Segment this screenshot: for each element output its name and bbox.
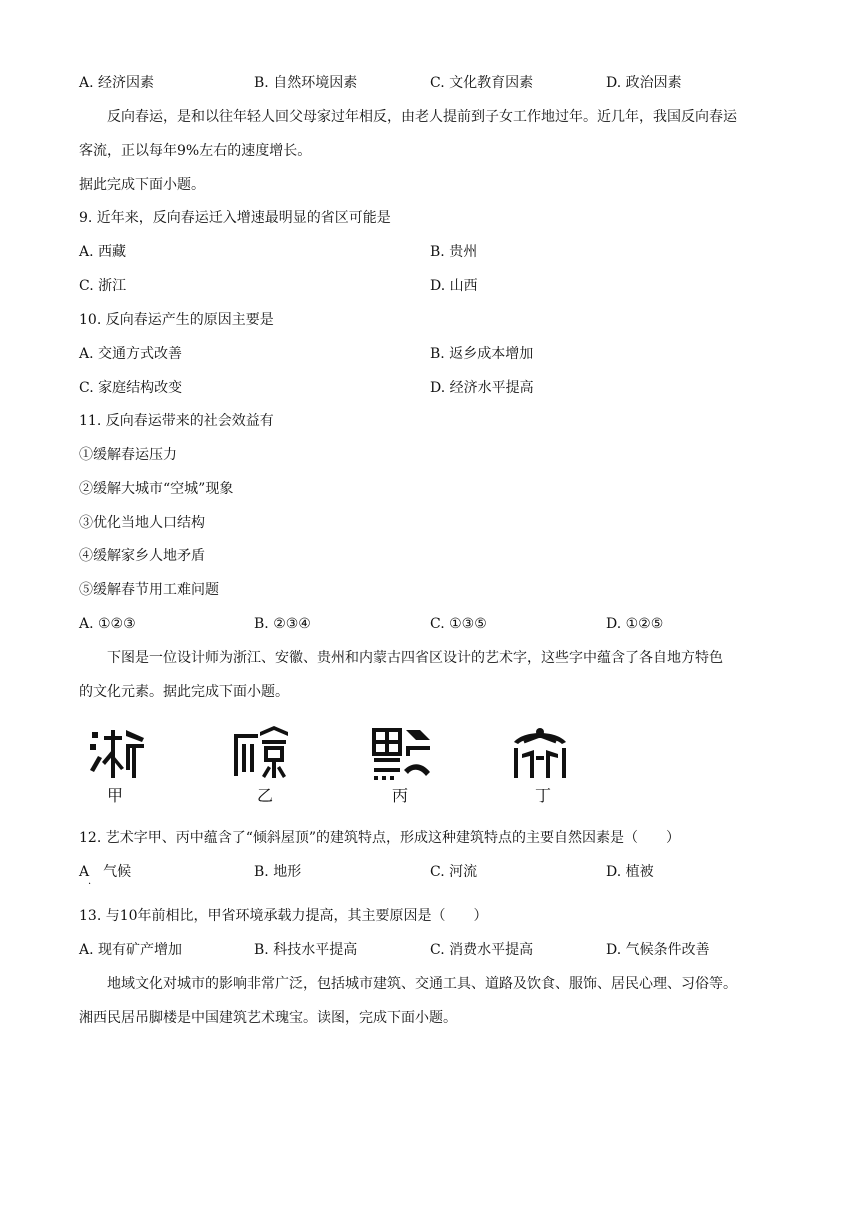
q9-option-b: B. 贵州 [430, 244, 478, 260]
q8-option-d: D. 政治因素 [606, 75, 682, 91]
q10-option-a: A. 交通方式改善 [79, 346, 183, 362]
q11-option-d: D. ①②⑤ [606, 616, 664, 632]
figure-label-yi: 乙 [257, 786, 274, 805]
q13-option-d: D. 气候条件改善 [606, 942, 710, 958]
q12-option-b: B. 地形 [254, 864, 302, 880]
q13-stem: 13. 与10年前相比，甲省环境承载力提高，其主要原因是（ ） [79, 908, 488, 924]
q11-item-4: ④缓解家乡人地矛盾 [79, 548, 205, 564]
q12-option-a: A 气候 [79, 864, 132, 880]
q11-item-5: ⑤缓解春节用工难问题 [79, 582, 219, 598]
passage1-line2: 客流，正以每年9%左右的速度增长。 [79, 143, 312, 159]
q9-option-a: A. 西藏 [79, 244, 127, 260]
passage3-line1: 地域文化对城市的影响非常广泛，包括城市建筑、交通工具、道路及饮食、服饰、居民心理、习俗等。 [107, 976, 737, 992]
q11-item-3: ③优化当地人口结构 [79, 515, 205, 531]
passage1-line1: 反向春运，是和以往年轻人回父母家过年相反，由老人提前到子女工作地过年。近几年，我国反向春运 [107, 109, 737, 125]
q10-option-c: C. 家庭结构改变 [79, 380, 183, 396]
q12-option-c: C. 河流 [430, 864, 478, 880]
dot-mark-icon: · [88, 879, 92, 890]
q9-option-d: D. 山西 [430, 278, 478, 294]
figure-label-jia: 甲 [107, 786, 124, 805]
art-glyph-jia-icon [88, 726, 148, 782]
passage2-line1: 下图是一位设计师为浙江、安徽、贵州和内蒙古四省区设计的艺术字，这些字中蕴含了各自地方特色 [107, 650, 723, 666]
q11-stem: 11. 反向春运带来的社会效益有 [79, 413, 274, 429]
art-glyph-bing-icon [372, 726, 432, 782]
q8-option-c: C. 文化教育因素 [430, 75, 534, 91]
q8-option-b: B. 自然环境因素 [254, 75, 358, 91]
q9-option-c: C. 浙江 [79, 278, 127, 294]
art-glyph-ding-icon [510, 726, 570, 782]
figure-label-ding: 丁 [535, 786, 552, 805]
q8-option-a: A. 经济因素 [79, 75, 155, 91]
q12-stem: 12. 艺术字甲、丙中蕴含了“倾斜屋顶”的建筑特点，形成这种建筑特点的主要自然因素是（ ） [79, 830, 681, 846]
q11-option-c: C. ①③⑤ [430, 616, 487, 632]
q10-option-d: D. 经济水平提高 [430, 380, 534, 396]
passage2-line2: 的文化元素。据此完成下面小题。 [79, 684, 289, 700]
q13-option-b: B. 科技水平提高 [254, 942, 358, 958]
q10-stem: 10. 反向春运产生的原因主要是 [79, 312, 274, 328]
passage1-instruction: 据此完成下面小题。 [79, 177, 205, 193]
q12-option-d: D. 植被 [606, 864, 654, 880]
art-glyph-yi-icon [230, 726, 290, 782]
q13-option-c: C. 消费水平提高 [430, 942, 534, 958]
q11-option-a: A. ①②③ [79, 616, 136, 632]
q13-option-a: A. 现有矿产增加 [79, 942, 183, 958]
q10-option-b: B. 返乡成本增加 [430, 346, 534, 362]
q11-option-b: B. ②③④ [254, 616, 311, 632]
passage3-line2: 湘西民居吊脚楼是中国建筑艺术瑰宝。读图，完成下面小题。 [79, 1010, 457, 1026]
figure-label-bing: 丙 [392, 786, 409, 805]
q9-stem: 9. 近年来，反向春运迁入增速最明显的省区可能是 [79, 210, 391, 226]
q11-item-2: ②缓解大城市“空城”现象 [79, 481, 234, 497]
q11-item-1: ①缓解春运压力 [79, 447, 177, 463]
